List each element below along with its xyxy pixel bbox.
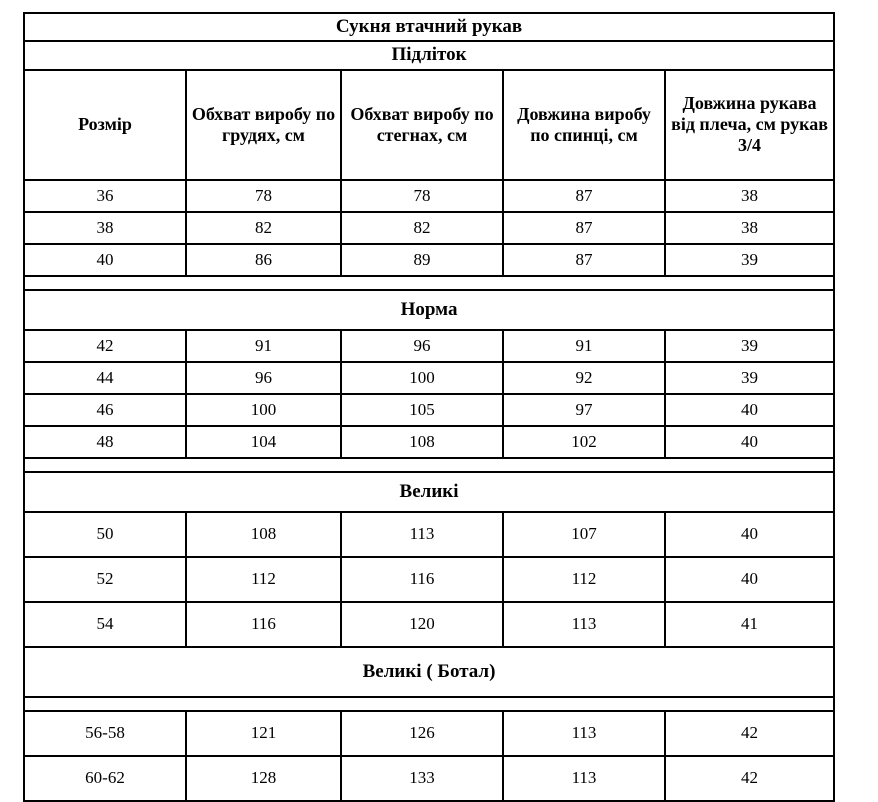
cell-back-length: 87: [503, 244, 665, 276]
cell-size: 48: [24, 426, 186, 458]
cell-sleeve-length: 40: [665, 557, 834, 602]
table-row: [24, 756, 834, 801]
cell-hips: 113: [341, 512, 503, 557]
cell-size: 50: [24, 512, 186, 557]
document-title-row: [24, 13, 834, 41]
cell-sleeve-length: 39: [665, 362, 834, 394]
group-header-row: [24, 290, 834, 330]
cell-chest: 108: [186, 512, 341, 557]
table-row: [24, 330, 834, 362]
cell-hips: 108: [341, 426, 503, 458]
cell-chest: 100: [186, 394, 341, 426]
column-header-back-length: Довжина виробу по спинці, см: [503, 70, 665, 180]
cell-size: 40: [24, 244, 186, 276]
cell-sleeve-length: 40: [665, 394, 834, 426]
cell-back-length: 112: [503, 557, 665, 602]
table-row: [24, 362, 834, 394]
size-chart-page: [0, 12, 878, 802]
group-label-large: Великі: [24, 472, 834, 512]
cell-chest: 121: [186, 711, 341, 756]
cell-back-length: 113: [503, 602, 665, 647]
cell-size: 46: [24, 394, 186, 426]
cell-sleeve-length: 38: [665, 180, 834, 212]
cell-size: 36: [24, 180, 186, 212]
cell-sleeve-length: 42: [665, 756, 834, 801]
cell-hips: 126: [341, 711, 503, 756]
group-header-row: [24, 647, 834, 697]
cell-hips: 116: [341, 557, 503, 602]
cell-sleeve-length: 40: [665, 512, 834, 557]
cell-chest: 91: [186, 330, 341, 362]
cell-chest: 104: [186, 426, 341, 458]
cell-size: 42: [24, 330, 186, 362]
cell-chest: 82: [186, 212, 341, 244]
table-row: [24, 180, 834, 212]
cell-hips: 89: [341, 244, 503, 276]
cell-size: 60-62: [24, 756, 186, 801]
group-label-botal: Великі ( Ботал): [24, 647, 834, 697]
cell-sleeve-length: 42: [665, 711, 834, 756]
cell-back-length: 87: [503, 212, 665, 244]
size-chart-table: [23, 12, 835, 802]
cell-hips: 96: [341, 330, 503, 362]
group-label-norma: Норма: [24, 290, 834, 330]
table-row: [24, 557, 834, 602]
cell-chest: 96: [186, 362, 341, 394]
column-header-size: Розмір: [24, 70, 186, 180]
cell-back-length: 113: [503, 711, 665, 756]
cell-size: 54: [24, 602, 186, 647]
cell-hips: 78: [341, 180, 503, 212]
cell-chest: 112: [186, 557, 341, 602]
table-row: [24, 212, 834, 244]
column-header-chest: Обхват виробу по грудях, см: [186, 70, 341, 180]
table-row: [24, 602, 834, 647]
cell-size: 52: [24, 557, 186, 602]
cell-back-length: 107: [503, 512, 665, 557]
cell-back-length: 87: [503, 180, 665, 212]
cell-sleeve-length: 39: [665, 244, 834, 276]
cell-back-length: 102: [503, 426, 665, 458]
table-header-row: [24, 70, 834, 180]
document-subtitle-row: [24, 41, 834, 69]
table-row: [24, 512, 834, 557]
cell-back-length: 91: [503, 330, 665, 362]
group-header-row: [24, 472, 834, 512]
page-title: Сукня втачний рукав: [24, 13, 834, 41]
cell-hips: 105: [341, 394, 503, 426]
cell-sleeve-length: 40: [665, 426, 834, 458]
cell-chest: 78: [186, 180, 341, 212]
cell-chest: 116: [186, 602, 341, 647]
table-row: [24, 394, 834, 426]
cell-sleeve-length: 39: [665, 330, 834, 362]
row-spacer: [24, 697, 834, 711]
cell-size: 56-58: [24, 711, 186, 756]
cell-back-length: 92: [503, 362, 665, 394]
table-row: [24, 244, 834, 276]
cell-hips: 82: [341, 212, 503, 244]
cell-chest: 86: [186, 244, 341, 276]
cell-size: 44: [24, 362, 186, 394]
cell-chest: 128: [186, 756, 341, 801]
cell-size: 38: [24, 212, 186, 244]
cell-hips: 100: [341, 362, 503, 394]
column-header-sleeve-length: Довжина рукава від плеча, см рукав 3/4: [665, 70, 834, 180]
table-row: [24, 711, 834, 756]
row-spacer: [24, 458, 834, 472]
column-header-hips: Обхват виробу по стегнах, см: [341, 70, 503, 180]
cell-back-length: 113: [503, 756, 665, 801]
cell-hips: 120: [341, 602, 503, 647]
cell-sleeve-length: 38: [665, 212, 834, 244]
cell-sleeve-length: 41: [665, 602, 834, 647]
cell-hips: 133: [341, 756, 503, 801]
group-label-teen: Підліток: [24, 41, 834, 69]
cell-back-length: 97: [503, 394, 665, 426]
table-row: [24, 426, 834, 458]
row-spacer: [24, 276, 834, 290]
